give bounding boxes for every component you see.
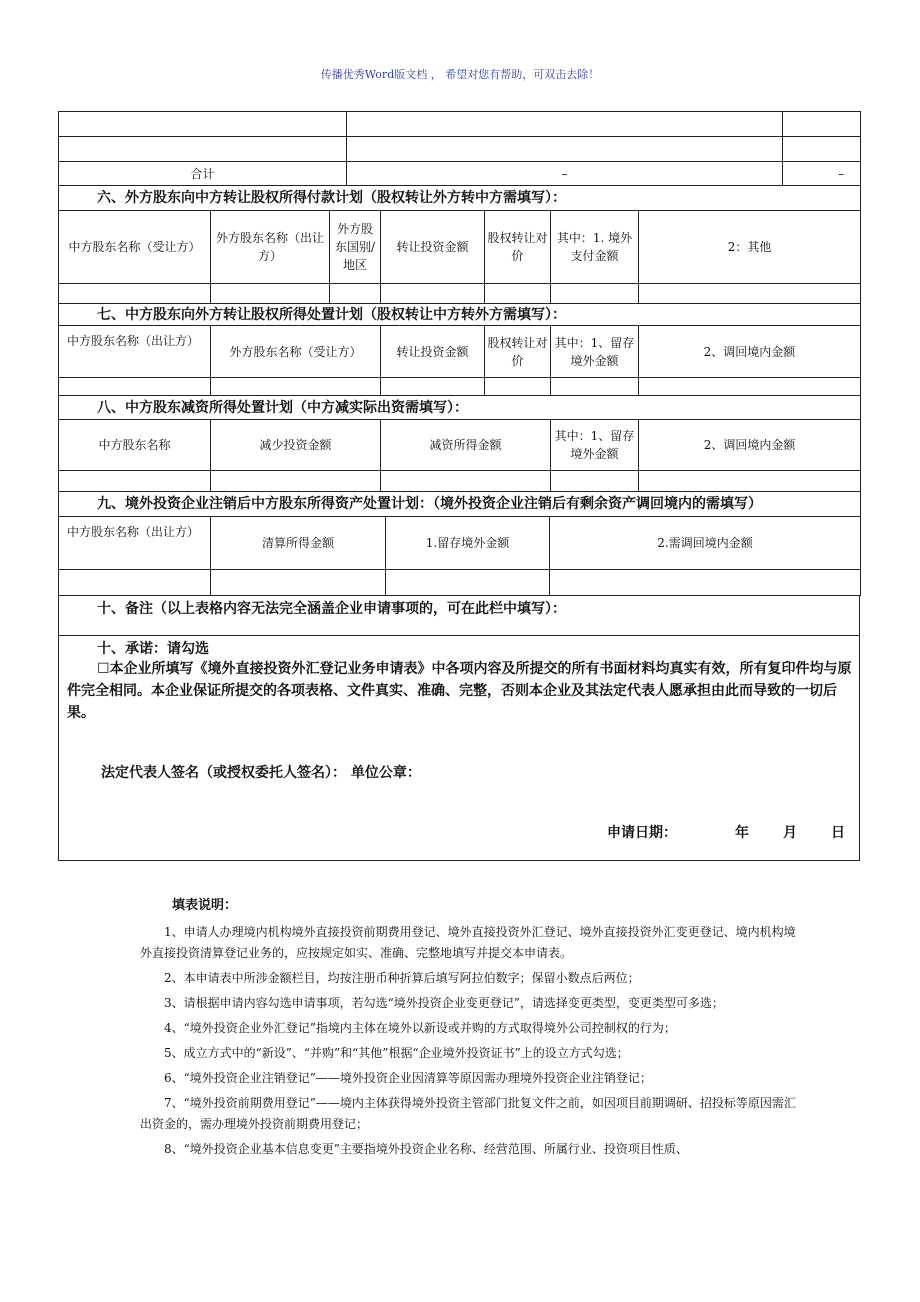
input-cell[interactable] <box>59 471 211 492</box>
total-label: 合计 <box>59 162 347 186</box>
instruction-item: 7、“境外投资前期费用登记”——境内主体获得境外投资主管部门批复文件之前，如因项目前期调研、招投标等原因需汇出资金的，需办理境外投资前期费用登记； <box>140 1096 796 1131</box>
header-cell: 外方股东国别/地区 <box>330 211 381 284</box>
section6-table <box>58 185 861 304</box>
date-label: 申请日期： <box>607 825 677 841</box>
input-cell[interactable] <box>783 112 861 137</box>
section9-title: 九、境外投资企业注销后中方股东所得资产处置计划：（境外投资企业注销后有剩余资产调回境内的需填写） <box>59 492 861 517</box>
input-cell[interactable] <box>550 570 861 596</box>
total-dash: – <box>347 162 783 186</box>
input-cell[interactable] <box>783 137 861 162</box>
header-cell: 外方股东名称（出让方） <box>211 211 330 284</box>
input-cell[interactable] <box>381 378 485 396</box>
input-cell[interactable] <box>59 112 347 137</box>
header-cell: 减资所得金额 <box>381 420 551 471</box>
header-cell: 其中：1、留存境外金额 <box>551 326 639 378</box>
section6-title: 六、外方股东向中方转让股权所得付款计划（股权转让外方转中方需填写）： <box>59 186 861 211</box>
year-label: 年 <box>735 825 749 841</box>
header-cell: 减少投资金额 <box>211 420 381 471</box>
input-cell[interactable] <box>59 284 211 304</box>
input-cell[interactable] <box>211 570 386 596</box>
input-cell[interactable] <box>639 471 861 492</box>
input-cell[interactable] <box>386 570 550 596</box>
input-cell[interactable] <box>59 137 347 162</box>
input-cell[interactable] <box>211 471 381 492</box>
section10-table <box>58 595 860 636</box>
pledge-box <box>58 636 860 861</box>
input-cell[interactable] <box>381 471 551 492</box>
pledge-text[interactable]: ☐本企业所填写《境外直接投资外汇登记业务申请表》中各项内容及所提交的所有书面材料均真实有效，所有复印件均与原件完全相同。本企业保证所提交的各项表格、文件真实、准确、完整，否则本企业及其法定代表人愿承担由此而导致的一切后果。 <box>67 661 852 721</box>
header-cell: 股权转让对价 <box>485 211 551 284</box>
input-cell[interactable] <box>347 112 783 137</box>
top-table <box>58 111 861 186</box>
instruction-item: 6、“境外投资企业注销登记”——境外投资企业因清算等原因需办理境外投资企业注销登记； <box>164 1071 652 1085</box>
instruction-item: 4、“境外投资企业外汇登记”指境内主体在境外以新设或并购的方式取得境外公司控制权的行为； <box>164 1021 676 1035</box>
total-dash: – <box>783 162 861 186</box>
instruction-item: 8、“境外投资企业基本信息变更”主要指境外投资企业名称、经营范围、所属行业、投资项目性质、 <box>164 1142 688 1156</box>
section8-title: 八、中方股东减资所得处置计划（中方减实际出资需填写）： <box>59 396 861 420</box>
header-cell: 2、调回境内金额 <box>639 326 861 378</box>
input-cell[interactable] <box>639 284 861 304</box>
input-cell[interactable] <box>551 471 639 492</box>
instructions <box>140 895 800 1164</box>
application-date <box>607 822 845 842</box>
instruction-item: 3、请根据申请内容勾选申请事项，若勾选“境外投资企业变更登记”，请选择变更类型，变更类型可多选； <box>164 996 724 1010</box>
input-cell[interactable] <box>485 378 551 396</box>
instruction-item: 1、申请人办理境内机构境外直接投资前期费用登记、境外直接投资外汇登记、境外直接投资外汇变更登记、境内机构境外直接投资清算登记业务的，应按规定如实、准确、完整地填写并提交本申请表。 <box>140 925 796 960</box>
instruction-item: 2、本申请表中所涉金额栏目，均按注册币种折算后填写阿拉伯数字；保留小数点后两位； <box>164 971 640 985</box>
header-cell: 中方股东名称（受让方） <box>59 211 211 284</box>
input-cell[interactable] <box>211 378 381 396</box>
header-cell: 股权转让对价 <box>485 326 551 378</box>
header-banner: 传播优秀Word版文档 ， 希望对您有帮助，可双击去除！ <box>320 68 600 81</box>
section7-table <box>58 303 861 396</box>
input-cell[interactable] <box>551 378 639 396</box>
header-cell: 2、调回境内金额 <box>639 420 861 471</box>
input-cell[interactable] <box>347 137 783 162</box>
section10-title: 十、备注（以上表格内容无法完全涵盖企业申请事项的，可在此栏中填写）： <box>59 596 860 636</box>
header-cell: 清算所得金额 <box>211 517 386 570</box>
instruction-item: 5、成立方式中的“新设”、“并购”和“其他”根据“企业境外投资证书”上的设立方式勾选； <box>164 1046 629 1060</box>
header-cell: 中方股东名称（出让方） <box>59 326 211 378</box>
pledge-title: 十、承诺：请勾选 <box>97 641 209 657</box>
input-cell[interactable] <box>59 570 211 596</box>
input-cell[interactable] <box>551 284 639 304</box>
header-cell: 中方股东名称（出让方） <box>59 517 211 570</box>
header-cell: 2：其他 <box>639 211 861 284</box>
section8-table <box>58 395 861 492</box>
input-cell[interactable] <box>330 284 381 304</box>
header-cell: 中方股东名称 <box>59 420 211 471</box>
section9-table <box>58 491 861 596</box>
header-cell: 外方股东名称（受让方） <box>211 326 381 378</box>
header-cell: 转让投资金额 <box>381 211 485 284</box>
header-cell: 2.需调回境内金额 <box>550 517 861 570</box>
input-cell[interactable] <box>639 378 861 396</box>
header-cell: 1.留存境外金额 <box>386 517 550 570</box>
signature-line: 法定代表人签名（或授权委托人签名）： 单位公章： <box>101 765 421 781</box>
header-cell: 其中：1、留存境外金额 <box>551 420 639 471</box>
day-label: 日 <box>831 825 845 841</box>
input-cell[interactable] <box>59 378 211 396</box>
input-cell[interactable] <box>211 284 330 304</box>
month-label: 月 <box>783 825 797 841</box>
header-cell: 转让投资金额 <box>381 326 485 378</box>
header-cell: 其中：1. 境外支付金额 <box>551 211 639 284</box>
instructions-title: 填表说明： <box>172 898 238 913</box>
input-cell[interactable] <box>485 284 551 304</box>
input-cell[interactable] <box>381 284 485 304</box>
section7-title: 七、中方股东向外方转让股权所得处置计划（股权转让中方转外方需填写）： <box>59 304 861 326</box>
application-form <box>58 111 860 861</box>
